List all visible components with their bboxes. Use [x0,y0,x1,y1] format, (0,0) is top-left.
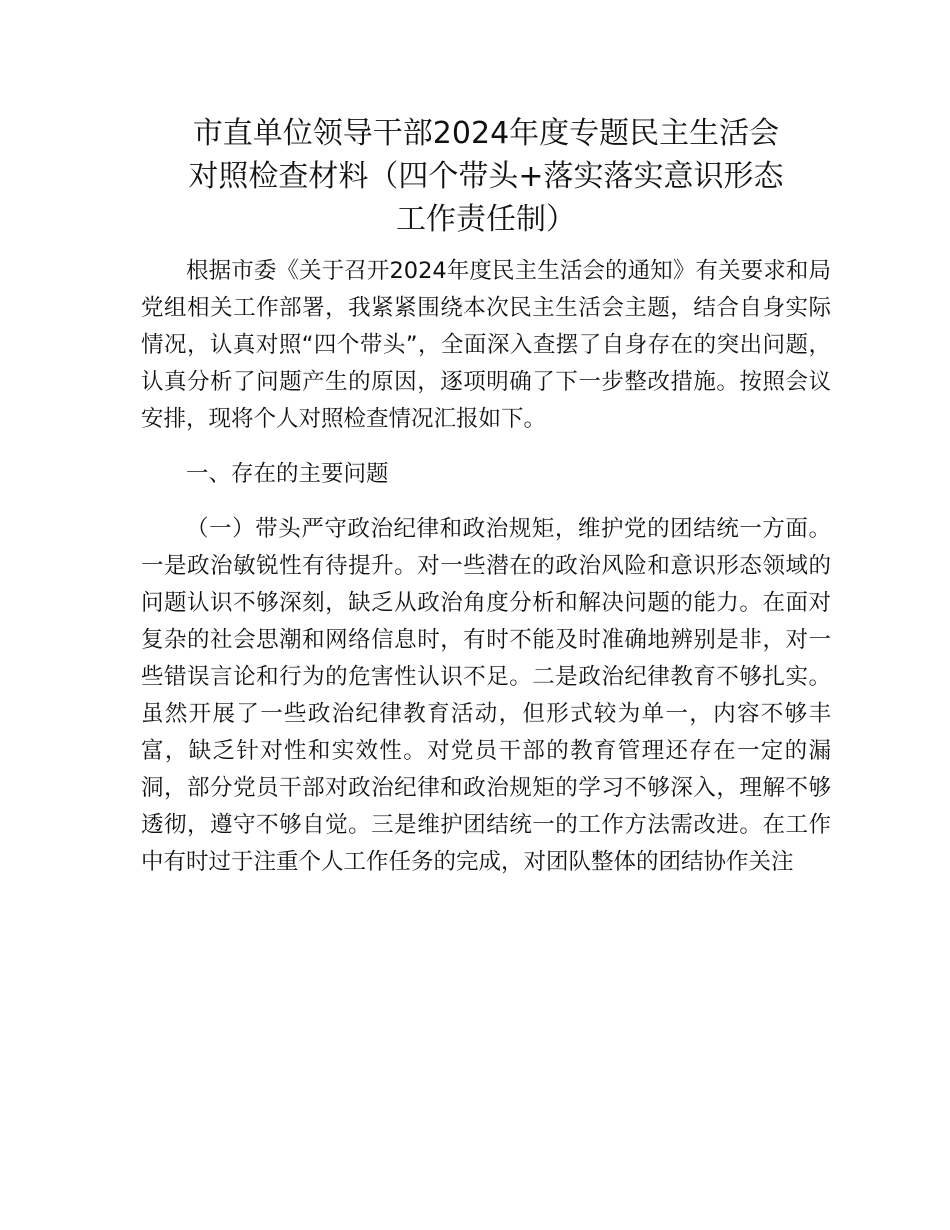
subsection-paragraph: （一）带头严守政治纪律和政治规矩，维护党的团结统一方面。一是政治敏锐性有待提升。对一些潜在的政治风险和意识形态领域的问题认识不够深刻，缺乏从政治角度分析和解决问题的能力。在面对复杂的社会思潮和网络信息时，有时不能及时准确地辨别是非，对一些错误言论和行为的危害性认识不足。二是政治纪律教育不够扎实。虽然开展了一些政治纪律教育活动，但形式较为单一，内容不够丰富，缺乏针对性和实效性。对党员干部的教育管理还存在一定的漏洞，部分党员干部对政治纪律和政治规矩的学习不够深入，理解不够透彻，遵守不够自觉。三是维护团结统一的工作方法需改进。在工作中有时过于注重个人工作任务的完成，对团队整体的团结协作关注 [141,516,831,875]
document-page [141,112,831,881]
title-line-1: 市直单位领导干部2024年度专题民主生活会 [192,116,780,151]
section-heading: 一、存在的主要问题 [186,461,389,487]
document-title [141,112,831,241]
intro-paragraph: 根据市委《关于召开2024年度民主生活会的通知》有关要求和局党组相关工作部署，我紧紧围绕本次民主生活会主题，结合自身实际情况，认真对照“四个带头”，全面深入查摆了自身存在的突出问题，认真分析了问题产生的原因，逐项明确了下一步整改措施。按照会议安排，现将个人对照检查情况汇报如下。 [141,258,831,432]
title-line-2: 对照检查材料（四个带头+落实落实意识形态 [188,159,784,194]
title-line-3: 工作责任制） [396,202,576,237]
